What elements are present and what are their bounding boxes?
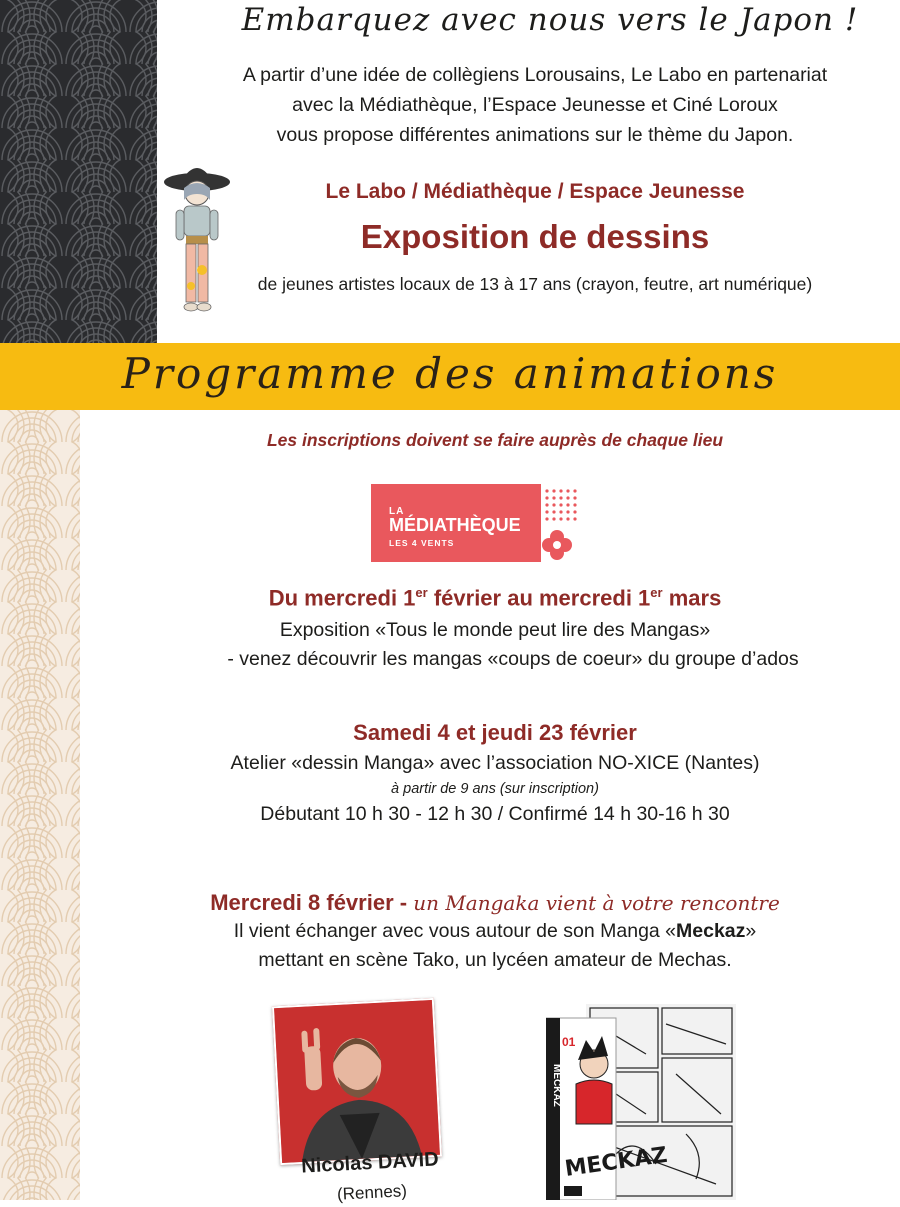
event-1-date-part: mars: [662, 585, 722, 611]
event-3-line-text: »: [745, 920, 757, 942]
event-1-date-part: Du mercredi 1: [268, 585, 416, 611]
intro-text: [190, 60, 880, 150]
event-1-line: Exposition «Tous le monde peut lire des Mangas»: [279, 619, 711, 642]
seigaiha-light-icon: [0, 410, 80, 1200]
expo-venue: Le Labo / Médiathèque / Espace Jeunesse: [325, 180, 745, 203]
event-3-tagline: un Mangaka vient à votre rencontre: [413, 891, 780, 915]
event-3: [100, 890, 890, 972]
event-1-line: - venez découvrir les mangas «coups de coeur» du groupe d’ados: [227, 648, 799, 671]
event-3-date-text: Mercredi 8 février: [210, 890, 394, 915]
inscriptions-note: Les inscriptions doivent se faire auprès de chaque lieu: [266, 430, 724, 450]
wave-pattern-dark: [0, 0, 157, 343]
page-title: Embarquez avec nous vers le Japon !: [241, 2, 859, 38]
event-2: [100, 720, 890, 826]
mediatheque-logo: [371, 484, 541, 562]
event-1-date-sup: er: [415, 585, 428, 600]
event-2-line: Atelier «dessin Manga» avec l’association NO-XICE (Nantes): [230, 752, 760, 774]
event-1-date-part: février au mercredi 1: [427, 585, 651, 611]
logo-la: LA: [389, 506, 405, 517]
intro-line: vous propose différentes animations sur le thème du Japon.: [276, 124, 794, 146]
seigaiha-dark-icon: [0, 0, 157, 343]
manga-volume: 01: [562, 1035, 576, 1049]
expo-title: Exposition de dessins: [360, 218, 710, 255]
event-3-line-text: Il vient échanger avec vous autour de son Manga «: [233, 920, 677, 942]
event-2-line: Débutant 10 h 30 - 12 h 30 / Confirmé 14 h 30-16 h 30: [260, 803, 730, 825]
logo-sub: LES 4 VENTS: [389, 538, 455, 548]
event-3-dash: -: [393, 890, 414, 915]
logo-name: MÉDIATHÈQUE: [389, 515, 521, 535]
event-2-date: Samedi 4 et jeudi 23 février: [353, 720, 637, 745]
event-1: [100, 585, 890, 671]
intro-line: A partir d’une idée de collègiens Lorousains, Le Labo en partenariat: [242, 64, 828, 86]
event-3-date: [100, 890, 890, 916]
intro-line: avec la Médiathèque, l’Espace Jeunesse et Ciné Loroux: [292, 94, 778, 116]
manga-spine-title: MECKAZ: [551, 1064, 562, 1107]
event-1-date-sup: er: [650, 585, 663, 600]
manga-name: Meckaz: [676, 920, 746, 942]
manga-cover-image: [546, 1004, 736, 1200]
event-3-line: [100, 920, 890, 943]
expo-description: de jeunes artistes locaux de 13 à 17 ans (crayon, feutre, art numérique): [257, 274, 813, 294]
flower-icon: [540, 528, 574, 562]
dot-grid-icon: [543, 487, 579, 523]
author-name: Nicolas DAVID: [300, 1148, 440, 1178]
wave-pattern-light: [0, 410, 80, 1200]
manga-title: MECKAZ: [563, 1142, 669, 1182]
event-3-line: mettant en scène Tako, un lycéen amateur de Mechas.: [258, 949, 732, 971]
author-photo: [272, 998, 442, 1165]
programme-band: [0, 343, 900, 410]
author-city: (Rennes): [336, 1181, 408, 1204]
programme-title: Programme des animations: [121, 349, 779, 398]
event-2-note: à partir de 9 ans (sur inscription): [391, 781, 599, 797]
author-portrait-icon: [274, 1000, 440, 1163]
event-1-date: [100, 585, 890, 611]
